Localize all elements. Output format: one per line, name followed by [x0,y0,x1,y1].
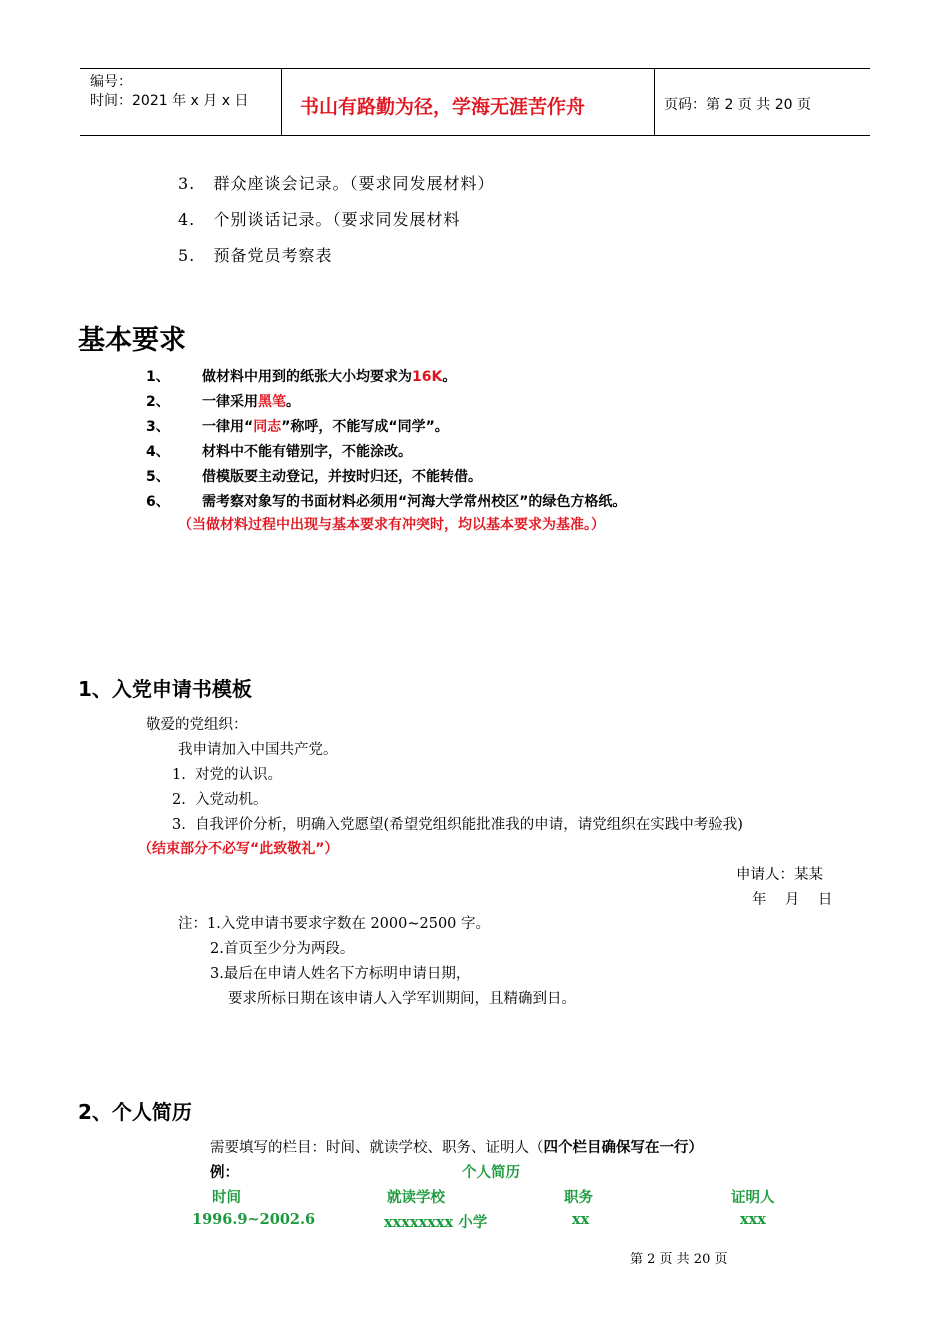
list-item-text: 群众座谈会记录。（要求同发展材料） [213,174,495,193]
table-cell: xxxxxxxx 小学 [384,1214,488,1231]
table-header-cell: 时间 [212,1190,241,1206]
fields-intro-text: 需要填写的栏目：时间、就读学校、职务、证明人（ [210,1140,544,1156]
example-label: 例： [210,1165,239,1181]
requirement-text-end: ”称呼，不能写成“同学”。 [281,419,449,435]
note-line: 3.最后在申请人姓名下方标明申请日期， [210,966,471,982]
point-text: 入党动机。 [195,792,268,808]
requirement-text: 一律采用 [202,394,258,410]
table-header-cell: 职务 [564,1190,593,1206]
table-cell: xxx [740,1211,766,1228]
section-2-title: 2、个人简历 [78,1100,192,1124]
list-item [178,171,495,194]
closing-note: （结束部分不必写“此致敬礼”） [138,841,339,857]
note-line: 要求所标日期在该申请人入学军训期间，且精确到日。 [228,991,576,1007]
requirement-number: 4、 [146,444,170,460]
list-item-text: 个别谈话记录。（要求同发展材料 [213,210,461,229]
page-footer: 第 2 页 共 20 页 [630,1252,728,1267]
header-page-label: 页码：第 2 页 共 20 页 [664,97,811,113]
table-header-cell: 证明人 [731,1190,775,1206]
requirement-text: 做材料中用到的纸张大小均要求为 [202,369,412,385]
requirement-number: 3、 [146,419,170,435]
list-item-number: 4. [178,210,196,229]
table-cell: xx [572,1211,590,1228]
requirement-highlight: 同志 [253,419,282,435]
letter-opening: 我申请加入中国共产党。 [178,742,338,758]
requirement-number: 5、 [146,469,170,485]
header-time-label: 时间：2021 年 x 月 x 日 [90,93,249,109]
list-item [178,207,461,230]
letter-point [172,813,743,834]
requirement-highlight: 黑笔 [258,394,286,410]
requirement-text: 一律用“ [202,419,254,435]
point-number: 2. [172,792,186,808]
requirement-highlight: 16K [412,369,443,385]
requirements-note: （当做材料过程中出现与基本要求有冲突时，均以基本要求为基准。） [178,517,605,533]
point-number: 3. [172,817,186,833]
header-top-rule [80,68,870,69]
fields-intro [210,1136,703,1157]
requirement-text: 材料中不能有错别字，不能涂改。 [202,444,412,460]
list-item-number: 5. [178,246,196,265]
table-header-cell: 就读学校 [387,1190,445,1206]
basic-requirements-title: 基本要求 [78,325,186,356]
list-item-text: 预备党员考察表 [213,246,333,265]
letter-point [172,788,268,809]
point-text: 对党的认识。 [195,767,283,783]
requirement-number: 1、 [146,369,170,385]
table-cell: 1996.9~2002.6 [192,1211,316,1228]
requirement-text-end: 。 [442,369,457,385]
fields-intro-emphasis: 四个栏目确保写在一行） [543,1140,703,1156]
header-divider [654,68,655,136]
header-divider [281,68,282,136]
list-item [178,243,333,266]
requirement-text-end: 。 [286,394,300,410]
requirement-number: 6、 [146,494,170,510]
list-item-number: 3. [178,174,196,193]
requirement-text: 需考察对象写的书面材料必须用“河海大学常州校区”的绿色方格纸。 [202,494,627,510]
requirement-number: 2、 [146,394,170,410]
letter-salutation: 敬爱的党组织： [146,717,248,733]
requirements-list [146,366,866,516]
requirement-text: 借模版要主动登记，并按时归还，不能转借。 [202,469,482,485]
point-number: 1. [172,767,186,783]
section-1-title: 1、入党申请书模板 [78,677,252,701]
letter-point [172,763,282,784]
point-text: 自我评价分析，明确入党愿望(希望党组织能批准我的申请，请党组织在实践中考验我) [195,817,743,833]
note-line: 2.首页至少分为两段。 [210,941,355,957]
example-title: 个人简历 [462,1165,520,1181]
header-bottom-rule [80,135,870,136]
date-line: 年 月 日 [752,892,833,908]
note-line: 注：1.入党申请书要求字数在 2000~2500 字。 [178,916,491,932]
header-motto: 书山有路勤为径，学海无涯苦作舟 [300,96,586,118]
header-number-label: 编号： [90,74,132,90]
applicant-line: 申请人：某某 [736,867,823,883]
